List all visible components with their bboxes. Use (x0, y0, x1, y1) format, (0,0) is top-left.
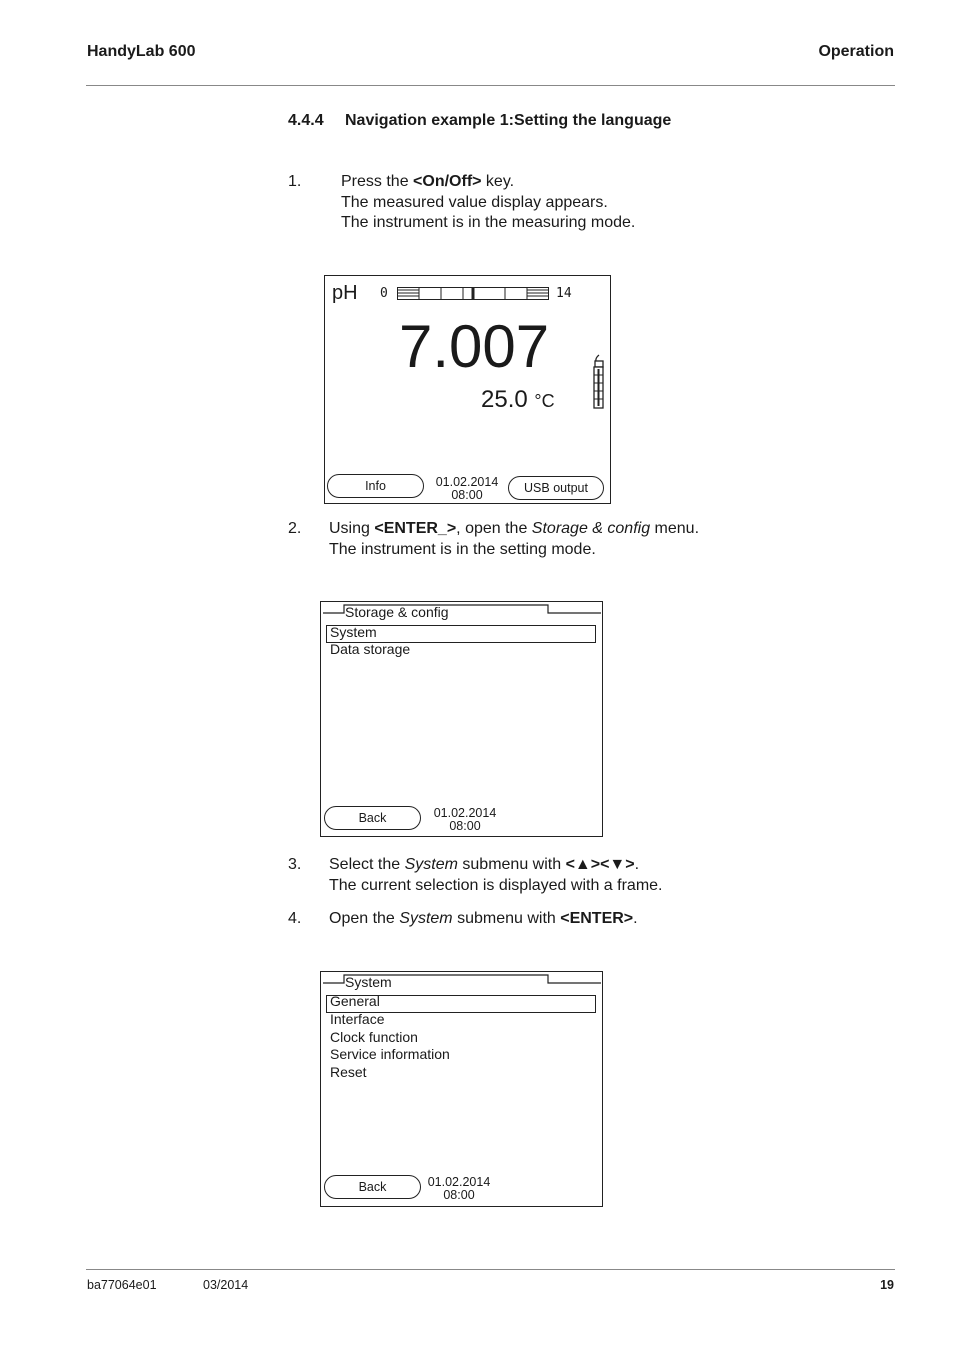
measurement-display-screen (324, 275, 611, 504)
menu-item-data-storage[interactable]: Data storage (330, 641, 411, 657)
step-text: Using (329, 520, 375, 537)
footer-doc-id: ba77064e01 (87, 1278, 157, 1292)
time: 08:00 (443, 1188, 475, 1202)
menu-item-clock-function[interactable]: Clock function (330, 1029, 418, 1045)
step-text: Press the (341, 173, 414, 190)
date-time (431, 476, 503, 502)
date: 01.02.2014 (433, 806, 497, 820)
section-number: 4.4.4 (288, 112, 324, 129)
menu-name: System (404, 856, 458, 873)
step-text: . (634, 856, 640, 873)
step-number: 4. (288, 910, 302, 927)
measured-value: 7.007 (399, 313, 550, 380)
menu-item-interface[interactable]: Interface (330, 1011, 385, 1027)
system-menu-screen (320, 971, 603, 1207)
bar-scale (397, 287, 549, 300)
step-text: . (633, 910, 638, 927)
step-text: key. (481, 173, 515, 190)
menu-item-system[interactable]: System (330, 624, 377, 640)
date: 01.02.2014 (435, 475, 499, 489)
menu-title: System (345, 974, 392, 990)
key-label: <ENTER> (560, 910, 634, 927)
footer-date: 03/2014 (203, 1278, 249, 1292)
temperature-unit: °C (534, 391, 555, 411)
temperature-value: 25.0 (481, 386, 528, 413)
header-chapter: Operation (818, 43, 894, 60)
menu-item-service-information[interactable]: Service information (330, 1046, 450, 1062)
step-text: The measured value display appears. (341, 193, 608, 211)
date: 01.02.2014 (427, 1175, 491, 1189)
page-number: 19 (880, 1278, 894, 1292)
step-number: 1. (288, 173, 302, 190)
step-text: The instrument is in the setting mode. (329, 540, 596, 558)
header-rule (86, 85, 895, 86)
back-softkey[interactable]: Back (324, 1175, 421, 1199)
date-time (429, 807, 501, 833)
section-title: Navigation example 1:Setting the language (345, 112, 672, 129)
step-text: The instrument is in the measuring mode. (341, 214, 636, 231)
menu-name: System (399, 910, 453, 927)
menu-name: Storage & config (531, 520, 651, 537)
date-time (423, 1176, 495, 1202)
step-text: submenu with (457, 856, 566, 873)
key-label: <On/Off> (413, 173, 482, 190)
step-text: The current selection is displayed with a frame. (329, 876, 663, 894)
step-number: 3. (288, 856, 302, 873)
menu-item-reset[interactable]: Reset (330, 1064, 367, 1080)
unit-label: pH (332, 282, 358, 304)
back-softkey[interactable]: Back (324, 806, 421, 830)
key-label: <ENTER_> (374, 520, 457, 537)
step-text: menu. (650, 520, 700, 537)
usb-output-softkey[interactable]: USB output (508, 476, 604, 500)
scale-min: 0 (380, 286, 388, 301)
step-number: 2. (288, 520, 302, 537)
info-softkey[interactable]: Info (327, 474, 424, 498)
time: 08:00 (449, 819, 481, 833)
sensor-electrode-icon (591, 352, 605, 410)
menu-title: Storage & config (345, 604, 449, 620)
storage-config-menu-screen (320, 601, 603, 837)
step-text: Open the (329, 910, 400, 927)
temperature-reading (481, 386, 555, 414)
step-text: , open the (456, 520, 532, 537)
header-product: HandyLab 600 (87, 43, 196, 60)
time: 08:00 (451, 488, 483, 502)
arrow-keys-label: <▲><▼> (565, 856, 635, 873)
section-heading (288, 112, 671, 130)
scale-max: 14 (556, 286, 572, 301)
scale-marker (472, 287, 475, 300)
footer-rule (86, 1269, 895, 1270)
step-text: submenu with (452, 910, 561, 927)
step-text: Select the (329, 856, 405, 873)
menu-item-general[interactable]: General (330, 993, 380, 1009)
